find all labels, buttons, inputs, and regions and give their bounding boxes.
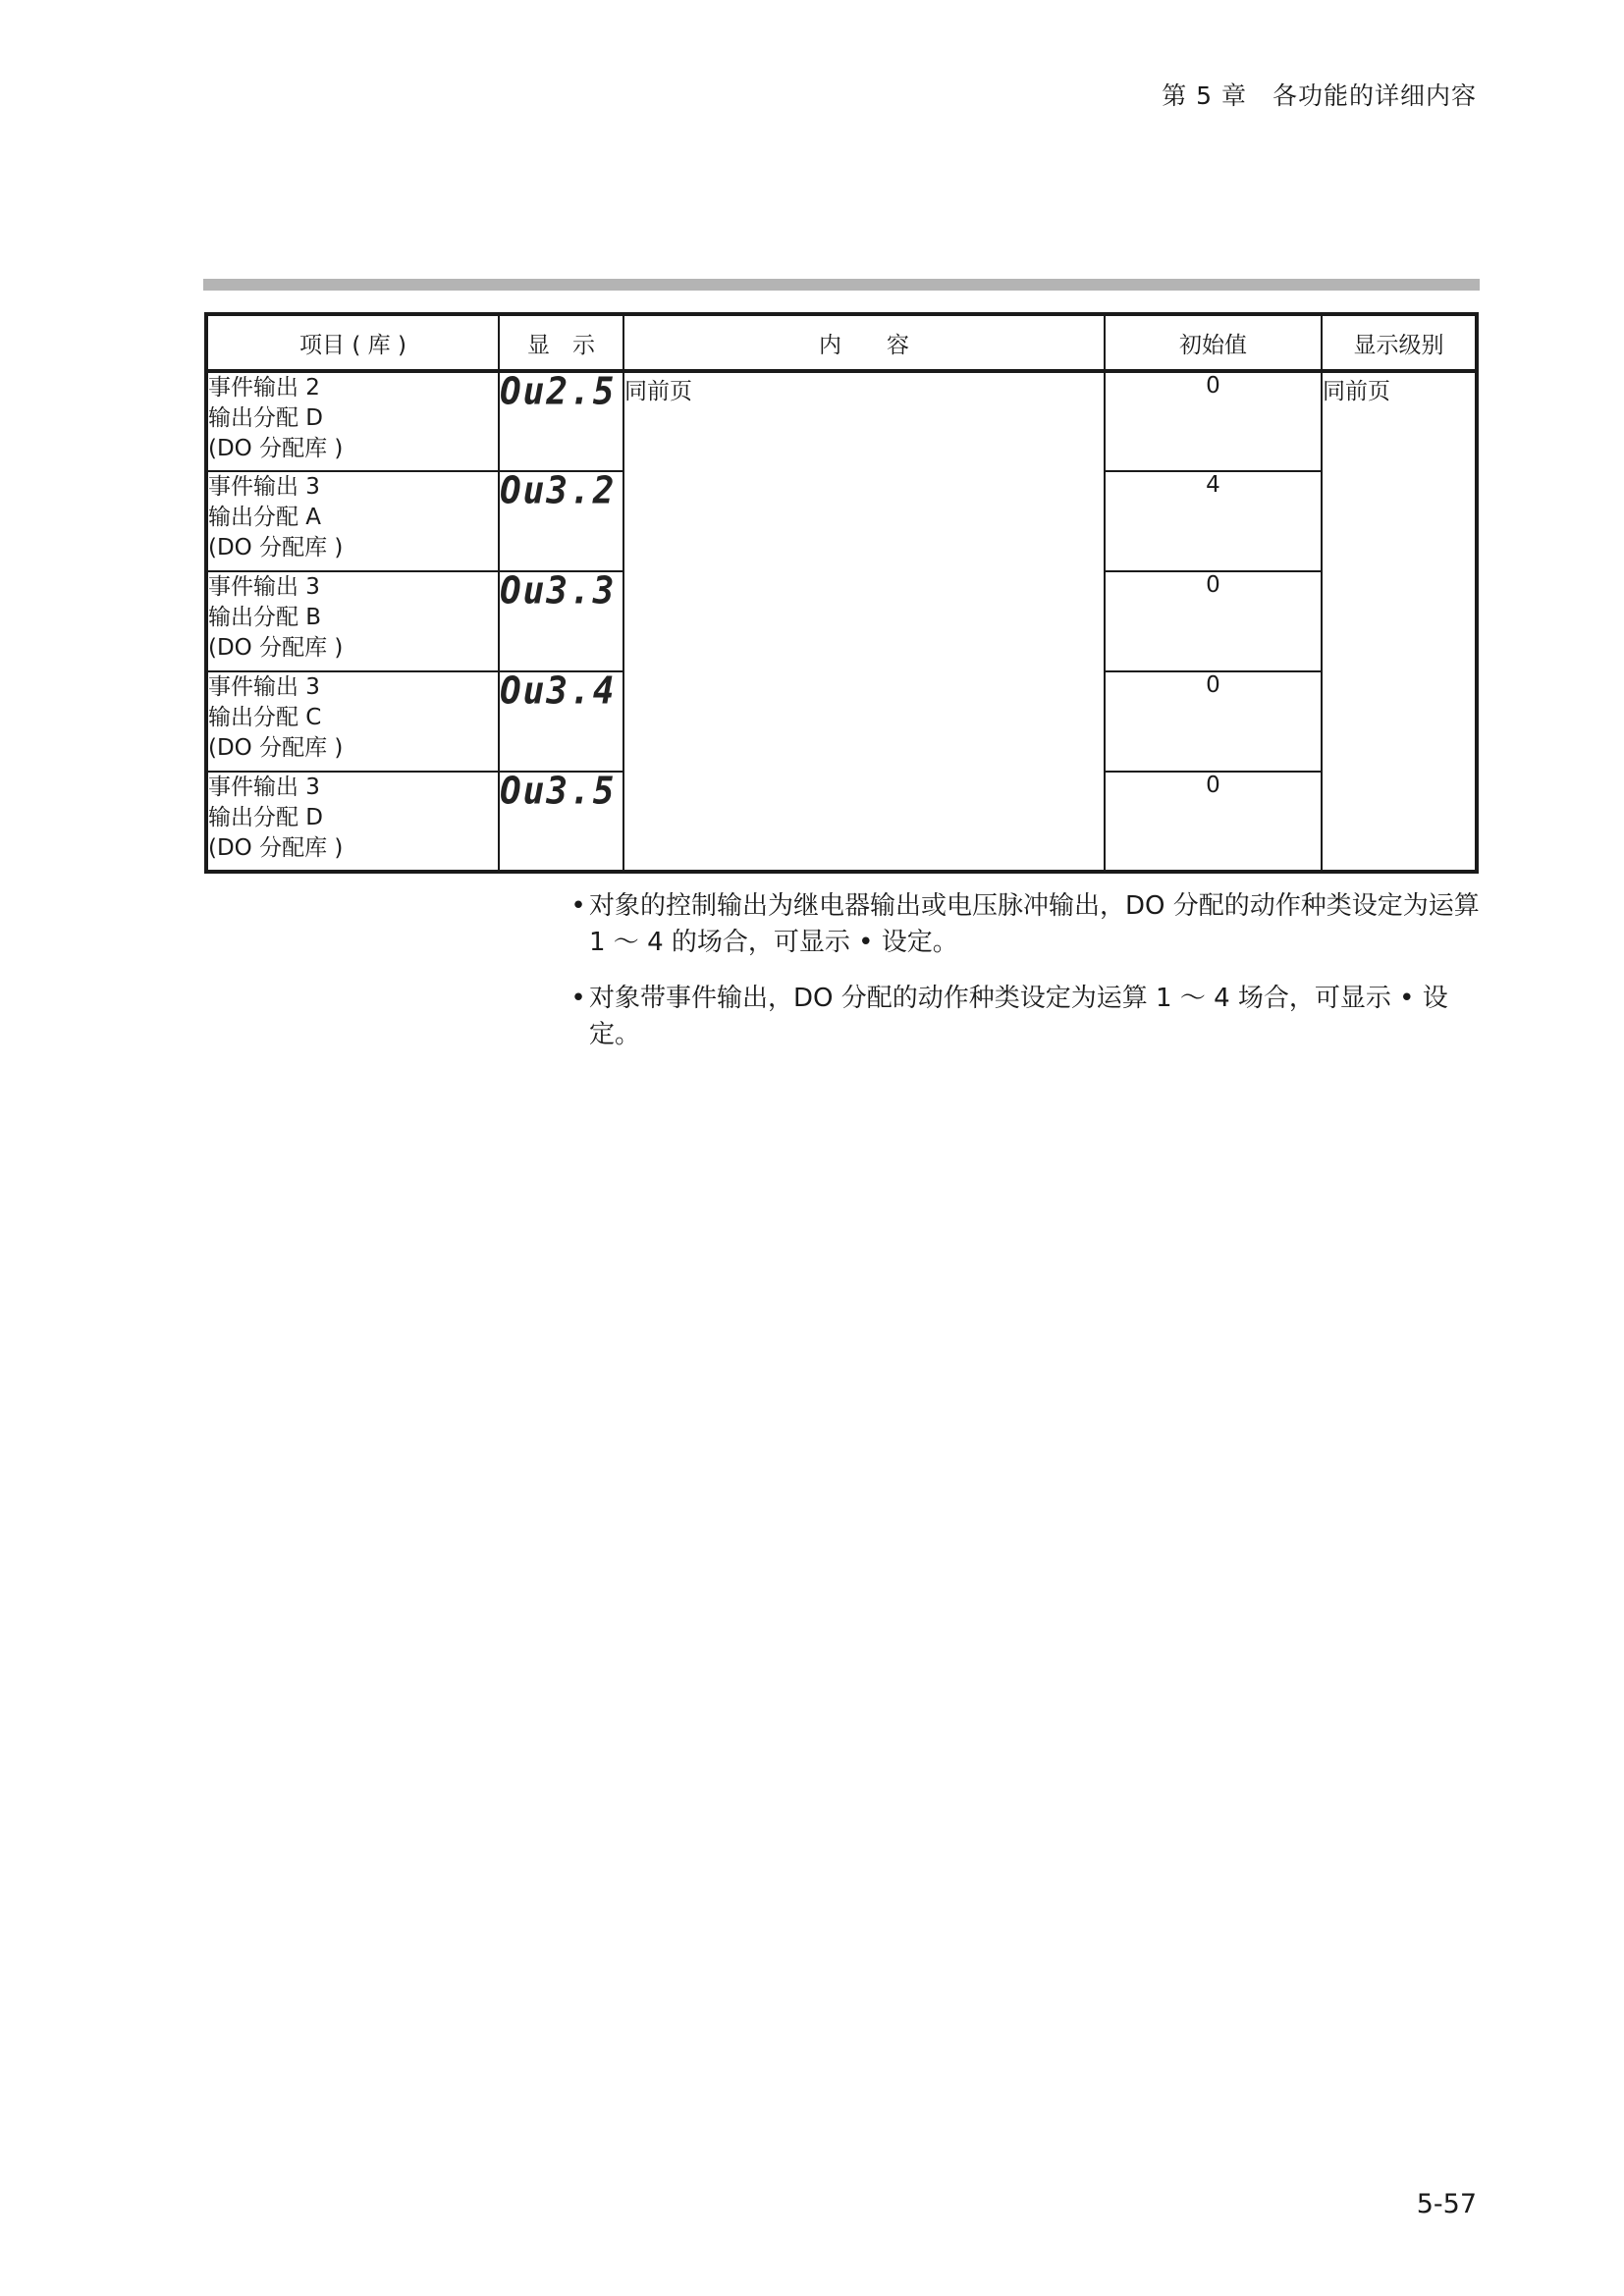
item-line-3: (DO 分配库 )	[208, 735, 344, 761]
segment-display-code: Ou3.2	[500, 469, 617, 512]
bullet-icon: •	[570, 891, 586, 921]
display-cell	[499, 772, 623, 872]
item-cell	[206, 471, 499, 571]
initial-value-cell: 4	[1105, 471, 1322, 571]
item-cell	[206, 371, 499, 471]
content-cell: 同前页	[623, 371, 1105, 872]
initial-value-cell: 0	[1105, 772, 1322, 872]
item-cell	[206, 671, 499, 772]
header-initial-value: 初始值	[1105, 314, 1322, 371]
item-cell	[206, 772, 499, 872]
bullet-icon: •	[570, 984, 586, 1013]
header-content: 内 容	[623, 314, 1105, 371]
notes-list	[568, 888, 1486, 1073]
item-line-1: 事件输出 3	[208, 574, 320, 600]
initial-value-cell: 0	[1105, 571, 1322, 671]
note-item	[568, 981, 1486, 1053]
item-line-2: 输出分配 B	[208, 605, 322, 630]
item-line-3: (DO 分配库 )	[208, 635, 344, 661]
table-header-row	[206, 314, 1477, 371]
segment-display-code: Ou3.3	[500, 569, 617, 613]
initial-value-cell: 0	[1105, 671, 1322, 772]
item-line-1: 事件输出 2	[208, 375, 320, 400]
note-text: 对象的控制输出为继电器输出或电压脉冲输出，DO 分配的动作种类设定为运算 1 ～ 4 的场合，可显示 • 设定。	[589, 891, 1480, 957]
item-line-1: 事件输出 3	[208, 474, 320, 500]
display-cell	[499, 371, 623, 471]
display-cell	[499, 571, 623, 671]
parameter-table	[204, 312, 1479, 874]
header-item: 项目 ( 库 )	[206, 314, 499, 371]
segment-display-code: Ou3.4	[500, 669, 617, 713]
chapter-header: 第 5 章 各功能的详细内容	[1162, 81, 1477, 110]
item-line-2: 输出分配 C	[208, 705, 322, 730]
item-line-2: 输出分配 D	[208, 805, 324, 830]
item-line-2: 输出分配 D	[208, 405, 324, 431]
note-item	[568, 888, 1486, 961]
header-display-level: 显示级别	[1322, 314, 1477, 371]
table-row	[206, 371, 1477, 471]
item-line-1: 事件输出 3	[208, 774, 320, 800]
item-line-3: (DO 分配库 )	[208, 535, 344, 561]
header-display: 显 示	[499, 314, 623, 371]
item-line-2: 输出分配 A	[208, 505, 322, 530]
display-level-cell: 同前页	[1322, 371, 1477, 872]
section-divider	[203, 279, 1480, 291]
note-text: 对象带事件输出，DO 分配的动作种类设定为运算 1 ～ 4 场合，可显示 • 设定。	[589, 984, 1448, 1049]
segment-display-code: Ou3.5	[500, 770, 617, 813]
segment-display-code: Ou2.5	[500, 370, 617, 413]
item-line-1: 事件输出 3	[208, 674, 320, 700]
page-number: 5-57	[1416, 2189, 1477, 2219]
display-cell	[499, 671, 623, 772]
initial-value-cell: 0	[1105, 371, 1322, 471]
item-cell	[206, 571, 499, 671]
item-line-3: (DO 分配库 )	[208, 835, 344, 861]
display-cell	[499, 471, 623, 571]
item-line-3: (DO 分配库 )	[208, 436, 344, 461]
